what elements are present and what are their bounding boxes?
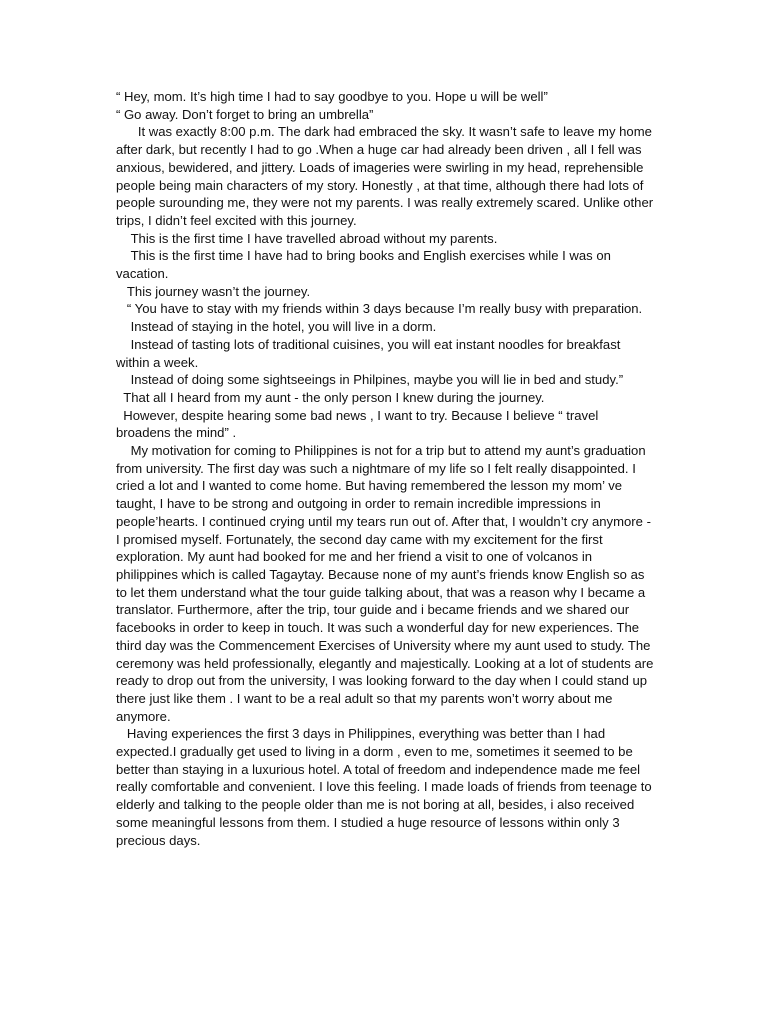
paragraph-10: Instead of doing some sightseeings in Philpines, maybe you will lie in bed and study.” — [116, 372, 624, 388]
paragraph-7: “ You have to stay with my friends within 3 days because I’m really busy with preparation. — [116, 301, 643, 317]
paragraph-1: “ Hey, mom. It’s high time I had to say goodbye to you. Hope u will be well” — [116, 89, 548, 104]
paragraph-9: Instead of tasting lots of traditional cuisines, you will eat instant noodles for breakfast within a week. — [116, 336, 625, 370]
paragraph-2: “ Go away. Don’t forget to bring an umbrella” — [116, 106, 374, 122]
paragraph-14: Having experiences the first 3 days in Philippines, everything was better than I had expected.I gradually get used to living in a dorm , even to me, sometimes it seemed to be better than staying in a luxurious hotel. A total of freedom and independence made me feel really comfortable and convenient. I love this feeling. I made loads of friends from teenage to elderly and talking to the people older than me is not boring at all, besides, i also received some meaningful lessons from them. I studied a huge resource of lessons within only 3 precious days. — [116, 726, 656, 848]
paragraph-4: This is the first time I have travelled abroad without my parents. — [116, 230, 498, 246]
paragraph-3: It was exactly 8:00 p.m. The dark had embraced the sky. It wasn’t safe to leave my home after dark, but recently I had to go .When a huge car had already been driven , all I fell was anxious, bewidered, and jittery. Loads of imageries were swirling in my head, reprehensible people being main characters of my story. Honestly , at that time, although there had lots of people surounding me, they were not my parents. I was really extremely scared. Unlike other trips, I didn’t feel excited with this journey. — [116, 124, 657, 228]
paragraph-13: My motivation for coming to Philippines is not for a trip but to attend my aunt’s graduation from university. The first day was such a nightmare of my life so I felt really disappointed. I cried a lot and I wanted to come home. But having remembered the lesson my mom’ ve taught, I have to be strong and outgoing in order to remain incredible impressions in people’hearts. I continued crying until my tears run out of. After that, I wouldn’t cry anymore - I promised myself. Fortunately, the second day came with my excitement for the first exploration. My aunt had booked for me and her friend a visit to one of volcanos in philippines which is called Tagaytay. Because none of my aunt’s friends know English so as to let them understand what the tour guide talking about, that was a reason why I became a translator. Furthermore, after the trip, tour guide and i became friends and we shared our facebooks in order to keep in touch. It was such a wonderful day for new experiences. The third day was the Commencement Exercises of University where my aunt used to study. The ceremony was held professionally, elegantly and majestically. Looking at a lot of students are ready to drop out from the university, I was looking forward to the day when I could stand up there just like them . I want to be a real adult so that my parents won’t worry about me anymore. — [116, 443, 658, 724]
document-page — [116, 88, 656, 849]
paragraph-12: However, despite hearing some bad news , I want to try. Because I believe “ travel broadens the mind” . — [116, 407, 602, 441]
paragraph-11: That all I heard from my aunt - the only person I knew during the journey. — [116, 389, 545, 405]
paragraph-8: Instead of staying in the hotel, you will live in a dorm. — [116, 319, 437, 335]
paragraph-6: This journey wasn’t the journey. — [116, 283, 311, 299]
paragraph-5: This is the first time I have had to bring books and English exercises while I was on vacation. — [116, 248, 615, 282]
